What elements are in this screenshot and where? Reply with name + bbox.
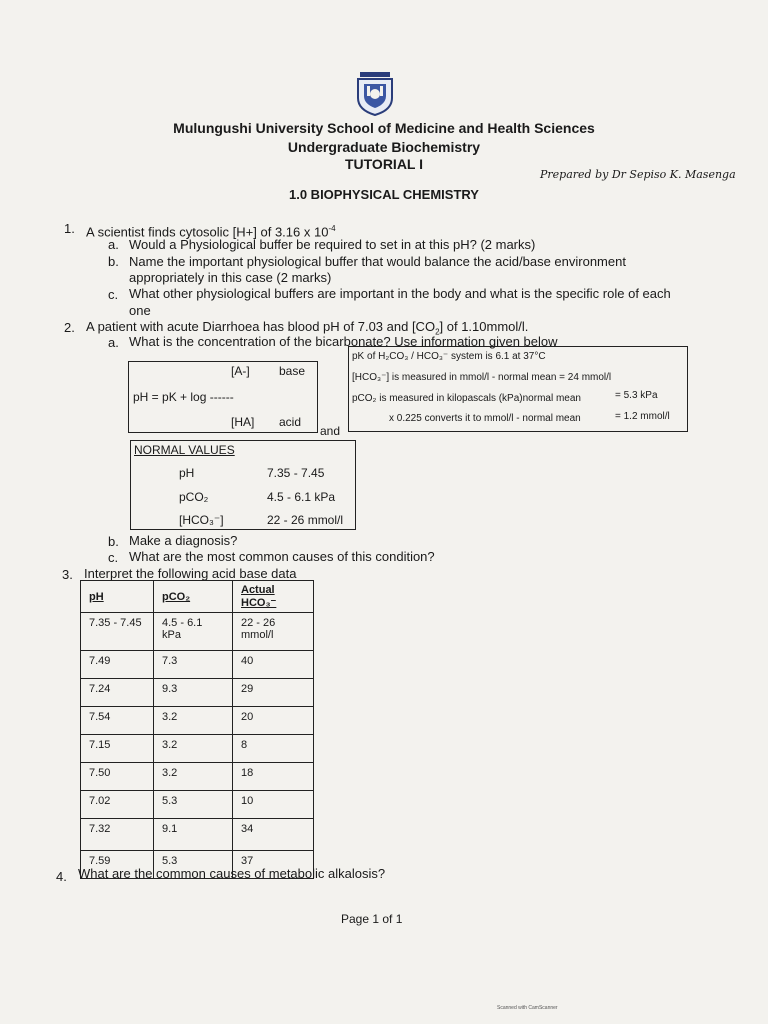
q4-number: 4.: [56, 869, 67, 884]
cell-ph: 7.54: [81, 707, 154, 735]
q1-c-text: What other physiological buffers are important in the body and what is the specific role of each: [129, 286, 671, 301]
university-title: Mulungushi University School of Medicine and Health Sciences: [173, 120, 595, 136]
cell-hco3: 37: [233, 851, 314, 879]
q2-c-text: What are the most common causes of this condition?: [129, 549, 435, 564]
q2-b-text: Make a diagnosis?: [129, 533, 238, 548]
normal-name-pco2: pCO₂: [179, 490, 209, 504]
table-row: [81, 679, 314, 707]
q1-text: A scientist finds cytosolic [H+] of 3.16 x $10^{-4}$: [86, 224, 336, 240]
acid-base-table: [80, 580, 314, 879]
info-line-pco2-value: = 5.3 kPa: [615, 390, 658, 401]
cell-pco2: 5.3: [154, 791, 233, 819]
info-line-pco2: pCO₂ is measured in kilopascals (kPa)normal mean: [352, 393, 581, 404]
q1-b-text: Name the important physiological buffer that would balance the acid/base environment: [129, 254, 626, 269]
ref-cell-ph: 7.35 - 7.45: [81, 613, 154, 651]
q1-number: 1.: [64, 221, 75, 236]
normal-values-box: [130, 440, 356, 530]
cell-ph: 7.24: [81, 679, 154, 707]
info-line-hco3: [HCO₃⁻] is measured in mmol/l - normal mean = 24 mmol/l: [352, 372, 612, 383]
normal-values-title: NORMAL VALUES: [134, 443, 235, 457]
header-hco3: Actual HCO₃⁻: [233, 581, 314, 613]
cell-ph: 7.59: [81, 851, 154, 879]
table-row: [81, 791, 314, 819]
q1-a-marker: a.: [108, 237, 119, 252]
info-box: [348, 346, 688, 432]
normal-name-hco3: [HCO₃⁻]: [179, 513, 224, 527]
university-crest-logo: [354, 72, 396, 116]
cell-hco3: 40: [233, 651, 314, 679]
q3-number: 3.: [62, 567, 73, 582]
ref-cell-pco2: 4.5 - 6.1 kPa: [154, 613, 233, 651]
cell-pco2: 9.3: [154, 679, 233, 707]
q2-c-marker: c.: [108, 550, 119, 565]
course-title: Undergraduate Biochemistry: [287, 139, 481, 155]
prepared-by: Prepared by Dr Sepiso K. Masenga: [540, 168, 736, 181]
q2-number: 2.: [64, 320, 75, 335]
cell-pco2: 9.1: [154, 819, 233, 851]
cell-hco3: 20: [233, 707, 314, 735]
table-row: [81, 735, 314, 763]
table-row: [81, 819, 314, 851]
q2-text: A patient with acute Diarrhoea has blood pH of 7.03 and $[CO_2]$ of 1.10mmol/l.: [86, 319, 529, 337]
header-pco2: pCO₂: [154, 581, 233, 613]
q4-text: What are the common causes of metabolic alkalosis?: [78, 866, 386, 881]
info-line-pk: pK of H₂CO₃ / HCO₃⁻ system is 6.1 at 37°C: [352, 351, 546, 362]
cell-hco3: 10: [233, 791, 314, 819]
table-row: [81, 707, 314, 735]
equation-and: and: [320, 424, 341, 438]
q1-a-text: Would a Physiological buffer be required to set in at this pH? (2 marks): [129, 237, 536, 252]
q1-b-marker: b.: [108, 254, 119, 269]
normal-value-ph: 7.35 - 7.45: [267, 466, 325, 480]
cell-ph: 7.50: [81, 763, 154, 791]
cell-pco2: 3.2: [154, 735, 233, 763]
q1-c-text-cont: one: [129, 303, 151, 318]
equation-ha: [HA]: [231, 415, 255, 429]
cell-hco3: 8: [233, 735, 314, 763]
scanner-watermark: Scanned with CamScanner: [497, 1005, 558, 1011]
q2-a-marker: a.: [108, 335, 119, 350]
cell-pco2: 5.3: [154, 851, 233, 879]
cell-pco2: 3.2: [154, 763, 233, 791]
q3-text: Interpret the following acid base data: [84, 566, 297, 581]
table-row-reference: [81, 613, 314, 651]
q2-b-marker: b.: [108, 534, 119, 549]
info-line-conversion-value: = 1.2 mmol/l: [615, 411, 670, 422]
equation-lhs: pH = pK + log ------: [133, 390, 234, 404]
equation-base: base: [279, 364, 306, 378]
cell-hco3: 29: [233, 679, 314, 707]
section-title: 1.0 BIOPHYSICAL CHEMISTRY: [289, 187, 479, 202]
cell-ph: 7.15: [81, 735, 154, 763]
normal-value-pco2: 4.5 - 6.1 kPa: [267, 490, 336, 504]
normal-name-ph: pH: [179, 466, 195, 480]
cell-hco3: 34: [233, 819, 314, 851]
cell-pco2: 3.2: [154, 707, 233, 735]
normal-value-hco3: 22 - 26 mmol/l: [267, 513, 344, 527]
equation-acid: acid: [279, 415, 302, 429]
cell-hco3: 18: [233, 763, 314, 791]
info-line-conversion: x 0.225 converts it to mmol/l - normal mean: [389, 413, 581, 424]
cell-ph: 7.02: [81, 791, 154, 819]
q1-b-text-cont: appropriately in this case (2 marks): [129, 270, 332, 285]
cell-ph: 7.32: [81, 819, 154, 851]
page-number: Page 1 of 1: [341, 912, 403, 926]
cell-pco2: 7.3: [154, 651, 233, 679]
ref-cell-hco3: 22 - 26 mmol/l: [233, 613, 314, 651]
q1-c-marker: c.: [108, 287, 119, 302]
header-ph: pH: [81, 581, 154, 613]
q2-a-text: What is the concentration of the bicarbonate? Use information given below: [129, 334, 558, 349]
equation-a-minus: [A-]: [231, 364, 250, 378]
tutorial-title: TUTORIAL I: [344, 156, 424, 172]
cell-ph: 7.49: [81, 651, 154, 679]
equation-box: [128, 361, 318, 433]
table-row: [81, 763, 314, 791]
table-row: [81, 651, 314, 679]
